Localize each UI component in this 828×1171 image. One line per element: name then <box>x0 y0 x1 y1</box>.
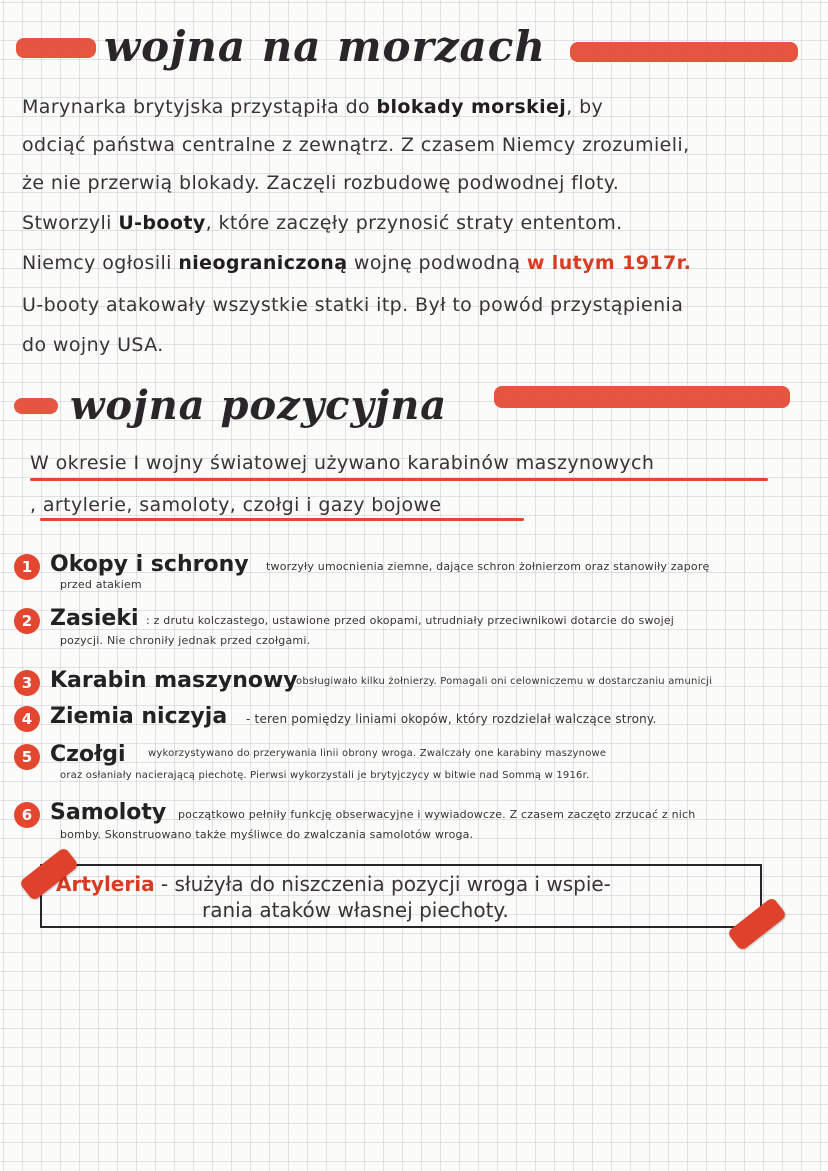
item-heading: Karabin maszynowy <box>50 668 298 693</box>
item-text: oraz osłaniały nacierającą piechotę. Pierwsi wykorzystali je brytyjczycy w bitwie nad Sommą w 1916r. <box>60 770 590 781</box>
text-segment: że nie przerwią blokady. Zaczęli rozbudowę podwodnej floty. <box>22 172 620 194</box>
bold-term: nieograniczoną <box>178 252 348 274</box>
definition-term: Artyleria <box>56 872 155 896</box>
text-line <box>22 252 691 274</box>
text-segment: Marynarka brytyjska przystąpiła do <box>22 96 377 118</box>
text-line <box>22 212 623 234</box>
heading-highlight-right <box>494 386 790 408</box>
definition-text: rania ataków własnej piechoty. <box>202 898 509 922</box>
item-number: 1 <box>14 554 40 580</box>
text-line <box>22 294 683 316</box>
item-text: : z drutu kolczastego, ustawione przed okopami, utrudniały przeciwnikowi dotarcie do swojej <box>146 614 675 627</box>
item-text: - teren pomiędzy liniami okopów, który rozdzielał walczące strony. <box>246 712 657 726</box>
item-heading: Ziemia niczyja <box>50 704 228 729</box>
bold-term: blokady morskiej <box>376 96 567 118</box>
item-heading: Samoloty <box>50 800 167 825</box>
heading-highlight-right <box>570 42 798 62</box>
list-item <box>14 554 810 594</box>
text-segment: wojnę podwodną <box>347 252 527 274</box>
list-item <box>14 744 810 790</box>
intro-underline <box>30 478 768 481</box>
item-text: tworzyły umocnienia ziemne, dające schron żołnierzom oraz stanowiły zaporę <box>266 560 710 573</box>
text-segment: do wojny USA. <box>22 334 164 356</box>
text-segment: , które zaczęły przynosić straty ententom. <box>205 212 623 234</box>
text-segment: U-booty atakowały wszystkie statki itp. Był to powód przystąpienia <box>22 294 684 316</box>
heading-highlight-left <box>16 38 96 58</box>
text-line <box>22 96 603 118</box>
item-text: bomby. Skonstruowano także myśliwce do zwalczania samolotów wroga. <box>60 828 474 841</box>
red-date: w lutym 1917r. <box>526 252 692 274</box>
item-number: 3 <box>14 670 40 696</box>
item-number: 2 <box>14 608 40 634</box>
section1-title: wojna na morzach <box>104 22 546 71</box>
item-heading: Czołgi <box>50 742 126 767</box>
definition-line <box>56 872 611 896</box>
item-text: pozycji. Nie chroniły jednak przed czołgami. <box>60 634 311 647</box>
item-text: przed atakiem <box>60 578 142 591</box>
bold-term: U-booty <box>118 212 206 234</box>
text-segment: Niemcy ogłosili <box>22 252 179 274</box>
text-segment: Stworzyli <box>22 212 119 234</box>
definition-box <box>40 864 762 928</box>
item-number: 5 <box>14 744 40 770</box>
item-number: 4 <box>14 706 40 732</box>
text-segment: , by <box>566 96 604 118</box>
item-heading: Zasieki <box>50 606 139 631</box>
item-heading: Okopy i schrony <box>50 552 249 577</box>
section2-title: wojna pozycyjna <box>70 382 448 429</box>
intro-line: W okresie I wojny światowej używano karabinów maszynowych <box>30 452 655 474</box>
list-item <box>14 670 810 700</box>
text-segment: odciąć państwa centralne z zewnątrz. Z czasem Niemcy zrozumieli, <box>22 134 690 156</box>
item-text: obsługiwało kilku żołnierzy. Pomagali oni celowniczemu w dostarczaniu amunicji <box>296 676 713 687</box>
definition-dash: - <box>154 872 175 896</box>
intro-underline <box>40 518 524 521</box>
intro-line: , artylerie, samoloty, czołgi i gazy bojowe <box>30 494 442 516</box>
item-number: 6 <box>14 802 40 828</box>
heading-highlight-left <box>14 398 58 414</box>
list-item <box>14 802 810 848</box>
definition-text: służyła do niszczenia pozycji wroga i wspie- <box>174 872 611 896</box>
list-item <box>14 706 810 736</box>
item-text: początkowo pełniły funkcję obserwacyjne i wywiadowcze. Z czasem zaczęto zrzucać z nich <box>178 808 696 821</box>
list-item <box>14 608 810 648</box>
text-line <box>22 172 619 194</box>
text-line <box>22 134 690 156</box>
item-text: wykorzystywano do przerywania linii obrony wroga. Zwalczały one karabiny maszynowe <box>148 748 607 759</box>
text-line <box>22 334 164 356</box>
